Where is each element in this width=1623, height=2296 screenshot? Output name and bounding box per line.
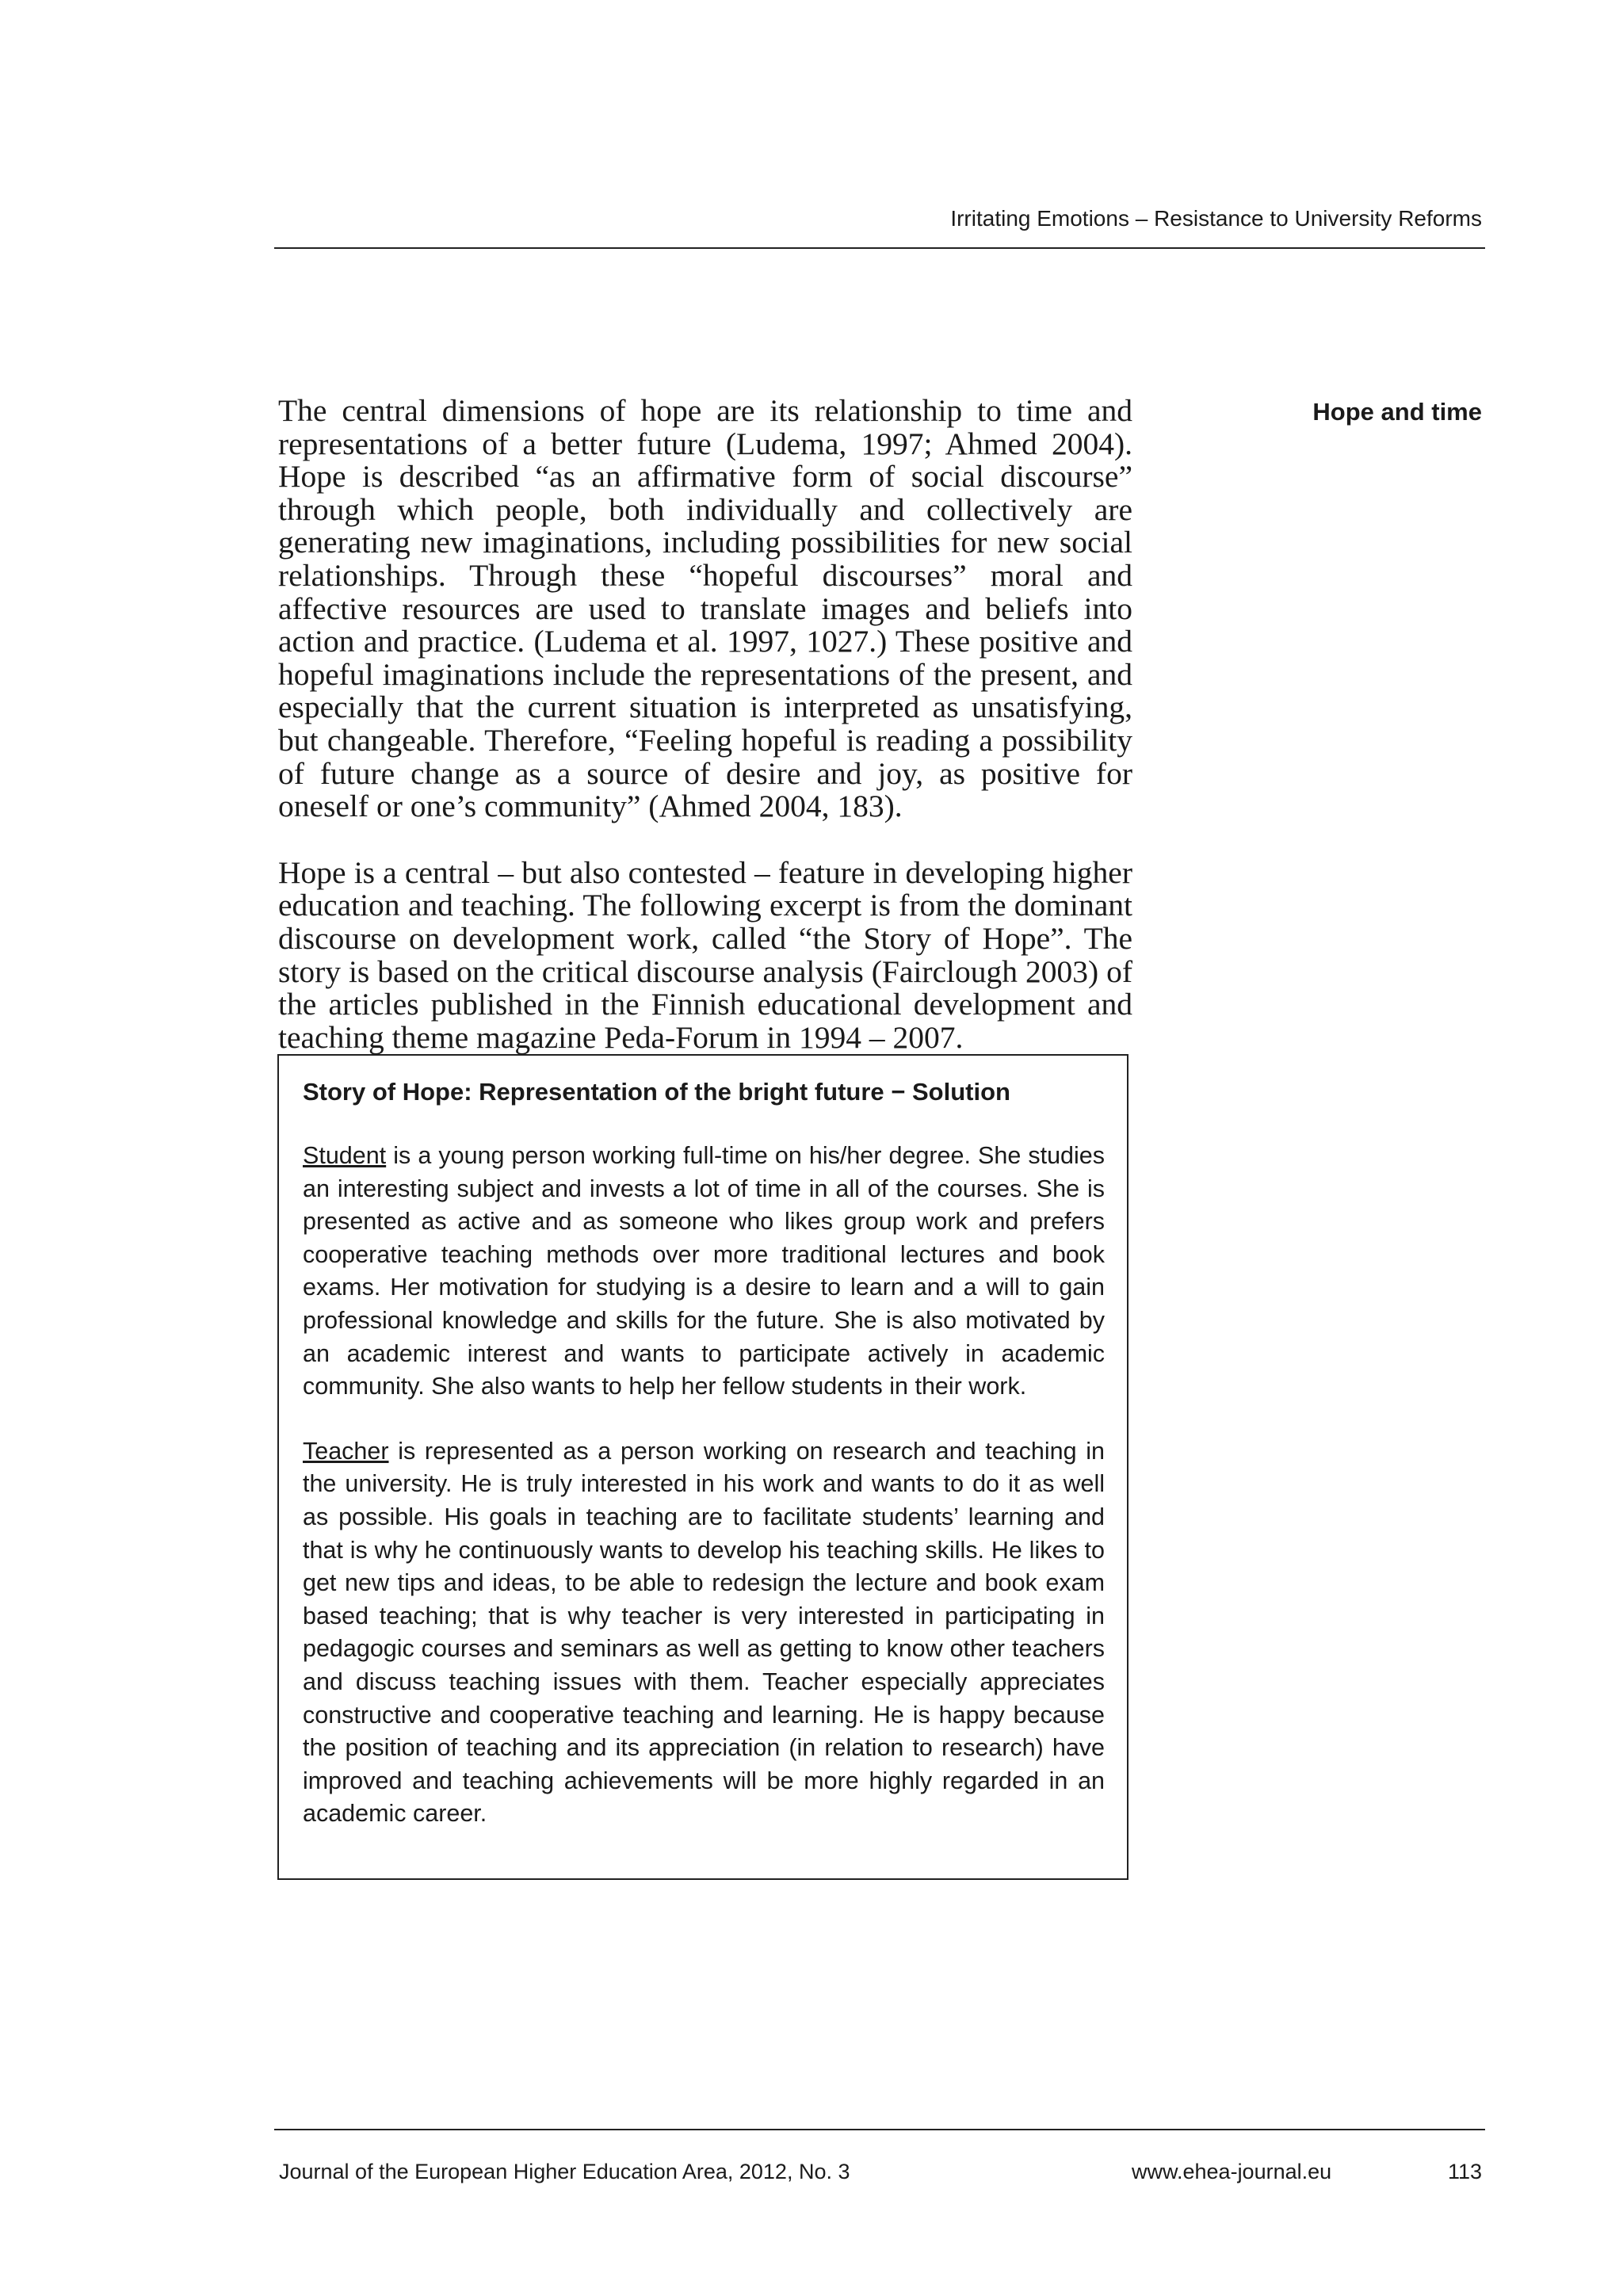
footer-rule: [274, 2129, 1485, 2130]
student-label: Student: [303, 1142, 387, 1169]
teacher-paragraph: [303, 1435, 1105, 1831]
header-rule: [274, 247, 1485, 249]
body-paragraph: Hope is a central – but also contested – feature in developing higher education and teaching. The following excerpt is from the dominant discourse on development work, called “the Story of Hope”. The story is based on the critical discourse analysis (Fairclough 2003) of the articles published in the Finnish educational development and teaching theme magazine Peda-Forum in 1994 – 2007.: [278, 854, 1132, 1055]
teacher-text: is represented as a person working on research and teaching in the university. He is truly interested in his work and wants to do it as well as possible. His goals in teaching are to facilitate students’ learning and that is why he continuously wants to develop his teaching skills. He likes to get new tips and ideas, to be able to redesign the lecture and book exam based teaching; that is why teacher is very interested in participating in pedagogic courses and seminars as well as getting to know other teachers and discuss teaching issues with them. Teacher especially appreciates constructive and cooperative teaching and learning. He is happy because the position of teaching and its appreciation (in relation to research) have improved and teaching achievements will be more highly regarded in an academic career.: [303, 1437, 1105, 1828]
journal-citation: Journal of the European Higher Education Area, 2012, No. 3: [279, 2160, 850, 2183]
page-number: 113: [1447, 2160, 1482, 2183]
story-of-hope-box: [277, 1054, 1128, 1880]
journal-url: www.ehea-journal.eu: [1132, 2160, 1332, 2183]
margin-note: Hope and time: [1312, 398, 1482, 426]
box-title: Story of Hope: Representation of the bright future − Solution: [303, 1078, 1010, 1106]
running-title: Irritating Emotions – Resistance to University Reforms: [950, 206, 1482, 231]
student-text: is a young person working full-time on his/her degree. She studies an interesting subject and invests a lot of time in all of the courses. She is presented as active and as someone who likes group work and prefers cooperative teaching methods over more traditional lectures and book exams. Her motivation for studying is a desire to learn and a will to gain professional knowledge and skills for the future. She is also motivated by an academic interest and wants to participate actively in academic community. She also wants to help her fellow students in their work.: [303, 1142, 1105, 1400]
main-text: [278, 395, 1132, 1087]
teacher-label: Teacher: [303, 1437, 389, 1465]
body-paragraph: The central dimensions of hope are its relationship to time and representations of a better future (Ludema, 1997; Ahmed 2004). Hope is described “as an affirmative form of social discourse” through which people, both individually and collectively are generating new imaginations, including possibilities for new social relationships. Through these “hopeful discourses” moral and affective resources are used to translate images and beliefs into action and practice. (Ludema et al. 1997, 1027.) These positive and hopeful imaginations include the representations of the present, and especially that the current situation is interpreted as unsatisfying, but changeable. Therefore, “Feeling hopeful is reading a possibility of future change as a source of desire and joy, as positive for oneself or one’s community” (Ahmed 2004, 183).: [278, 393, 1132, 824]
student-paragraph: [303, 1140, 1105, 1404]
